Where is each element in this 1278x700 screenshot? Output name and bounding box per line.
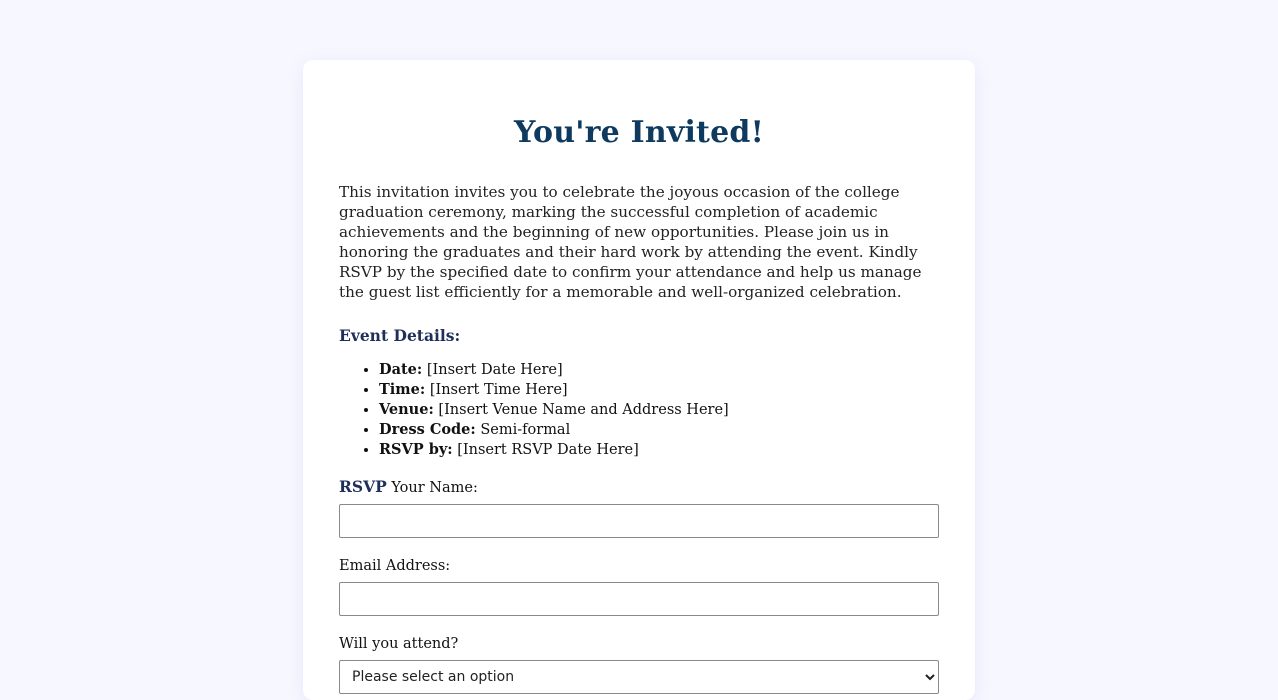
email-label: Email Address:: [339, 558, 451, 574]
detail-value: [Insert RSVP Date Here]: [452, 442, 639, 458]
detail-label: RSVP by:: [379, 441, 453, 458]
detail-value: [Insert Venue Name and Address Here]: [433, 402, 729, 418]
attend-select[interactable]: [339, 660, 939, 694]
name-label: Your Name:: [391, 480, 478, 496]
rsvp-name-row: [339, 477, 939, 538]
detail-label: Venue:: [379, 401, 434, 418]
detail-item-rsvp-by: [379, 440, 939, 460]
email-input[interactable]: [339, 582, 939, 616]
email-group: [339, 556, 939, 616]
name-input[interactable]: [339, 504, 939, 538]
event-details-list: [339, 360, 939, 460]
page-title: You're Invited!: [514, 115, 764, 150]
event-details-heading: Event Details:: [339, 326, 461, 345]
detail-label: Dress Code:: [379, 421, 476, 438]
attend-group: [339, 634, 939, 694]
rsvp-form: [339, 477, 939, 694]
invitation-card: [303, 60, 975, 700]
detail-label: Date:: [379, 361, 423, 378]
detail-value: Semi-formal: [475, 422, 571, 438]
detail-value: [Insert Time Here]: [425, 382, 568, 398]
detail-label: Time:: [379, 381, 426, 398]
detail-value: [Insert Date Here]: [422, 362, 563, 378]
attend-label: Will you attend?: [339, 636, 459, 652]
detail-item-venue: [379, 400, 939, 420]
detail-item-dress-code: [379, 420, 939, 440]
intro-paragraph: This invitation invites you to celebrate the joyous occasion of the college graduation ceremony, marking the successful completion of academic achievements and the beginning of new opportunities. Please join us in honoring the graduates and their hard work by attending the event. Kindly RSVP by the specified date to confirm your attendance and help us manage the guest list efficiently for a memorable and well-organized celebration.: [339, 183, 922, 301]
detail-item-date: [379, 360, 939, 380]
detail-item-time: [379, 380, 939, 400]
rsvp-heading: RSVP: [339, 477, 387, 496]
